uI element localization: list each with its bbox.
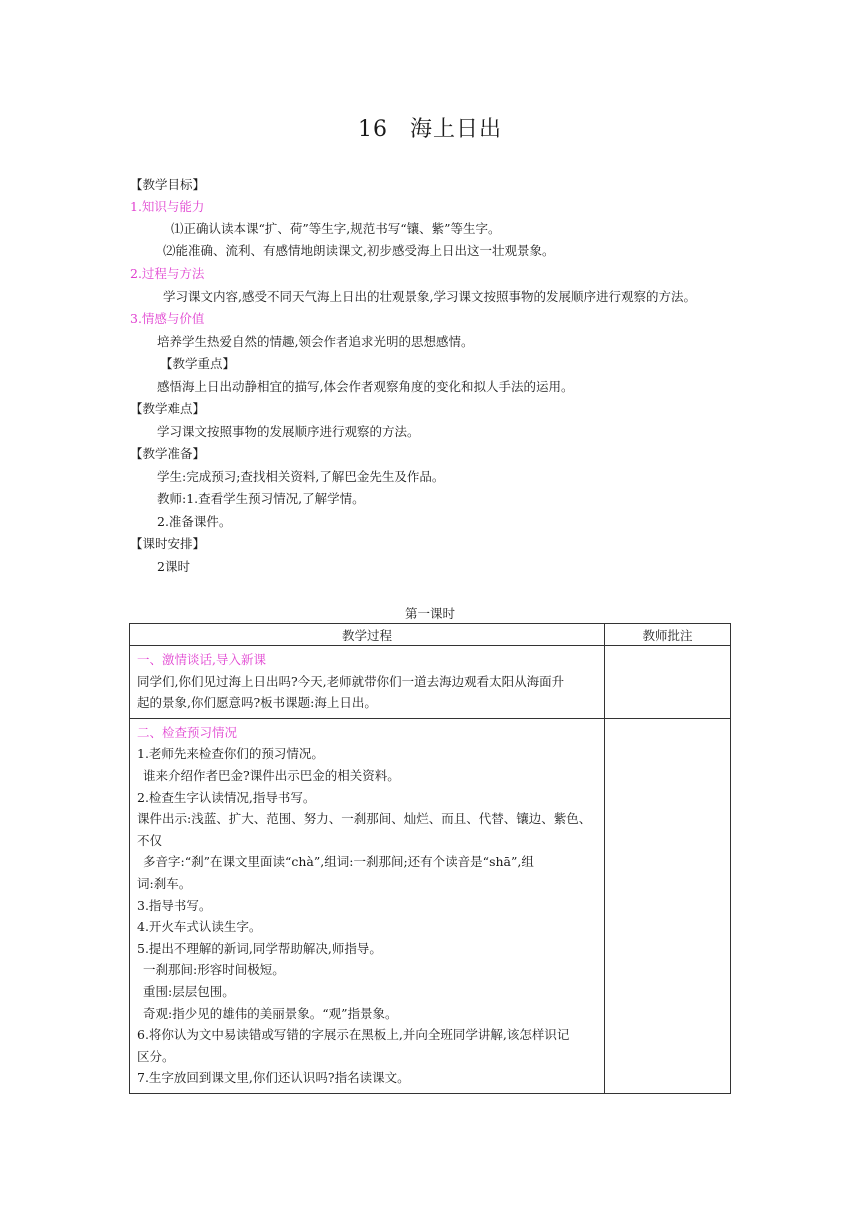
block2-line: 词:刹车。: [137, 875, 192, 891]
block2-line: 一刹那间:形容时间极短。: [143, 962, 285, 978]
block2-line: 6.将你认为文中易读错或写错的字展示在黑板上,并向全班同学讲解,该怎样识记: [137, 1027, 570, 1043]
block2-line: 奇观:指少见的雄伟的美丽景象。“观”指景象。: [143, 1005, 398, 1021]
schedule-heading: 【课时安排】: [130, 536, 206, 551]
goal3-text: 培养学生热爱自然的情趣,领会作者追求光明的思想感情。: [157, 334, 474, 349]
prep-teacher1: 教师:1.查看学生预习情况,了解学情。: [157, 491, 365, 506]
schedule-text: 2课时: [157, 559, 190, 574]
process-cell-2: [130, 718, 605, 1093]
lesson-number: 16: [357, 117, 388, 142]
session-title: 第一课时: [404, 606, 455, 621]
key-heading: 【教学重点】: [160, 356, 236, 371]
block1-heading: 一、激情谈话,导入新课: [137, 652, 266, 667]
block2-line: 区分。: [137, 1048, 175, 1064]
goal2-text: 学习课文内容,感受不同天气海上日出的壮观景象,学习课文按照事物的发展顺序进行观察的方法。: [163, 289, 696, 304]
block1-line: 起的景象,你们愿意吗?板书课题:海上日出。: [137, 695, 377, 711]
block2-line: 2.检查生字认读情况,指导书写。: [137, 789, 316, 805]
goal1-heading: 1.知识与能力: [130, 199, 205, 214]
block2-line: 课件出示:浅蓝、扩大、范围、努力、一刹那间、灿烂、而且、代替、镶边、紫色、: [137, 811, 592, 827]
block1-line: 同学们,你们见过海上日出吗?今天,老师就带你们一道去海边观看太阳从海面升: [137, 673, 565, 689]
difficulty-text: 学习课文按照事物的发展顺序进行观察的方法。: [157, 424, 420, 439]
lesson-table: [129, 623, 731, 1094]
goal3-heading: 3.情感与价值: [130, 311, 205, 326]
page-title: [0, 112, 860, 143]
block2-line: 不仅: [137, 832, 163, 848]
goal1-item1: ⑴正确认读本课“扩、荷”等生字,规范书写“镶、紫”等生字。: [171, 221, 501, 236]
prep-heading: 【教学准备】: [130, 446, 206, 461]
header-process: 教学过程: [130, 624, 605, 646]
block2-line: 重围:层层包围。: [143, 983, 235, 999]
block2-line: 3.指导书写。: [137, 897, 212, 913]
prep-student: 学生:完成预习;查找相关资料,了解巴金先生及作品。: [157, 469, 445, 484]
block2-heading: 二、检查预习情况: [137, 724, 238, 740]
lesson-title: 海上日出: [409, 117, 502, 142]
table-row: [130, 646, 731, 719]
goals-heading: 【教学目标】: [130, 177, 206, 192]
table-header-row: [130, 624, 731, 646]
block2-line: 1.老师先来检查你们的预习情况。: [137, 746, 324, 762]
notes-cell-1: [605, 646, 731, 719]
difficulty-heading: 【教学难点】: [130, 401, 206, 416]
header-notes: 教师批注: [605, 624, 731, 646]
goal2-heading: 2.过程与方法: [130, 266, 205, 281]
block2-line: 谁来介绍作者巴金?课件出示巴金的相关资料。: [143, 767, 400, 783]
table-row: [130, 718, 731, 1093]
block2-line: 4.开火车式认读生字。: [137, 919, 262, 935]
process-cell-1: [130, 646, 605, 719]
block2-line: 7.生字放回到课文里,你们还认识吗?指名读课文。: [137, 1070, 410, 1086]
key-text: 感悟海上日出动静相宜的描写,体会作者观察角度的变化和拟人手法的运用。: [157, 379, 574, 394]
goal1-item2: ⑵能准确、流利、有感情地朗读课文,初步感受海上日出这一壮观景象。: [163, 243, 555, 258]
prep-teacher2: 2.准备课件。: [157, 514, 232, 529]
notes-cell-2: [605, 718, 731, 1093]
block2-line: 多音字:“刹”在课文里面读“chà”,组词:一刹那间;还有个读音是“shā”,组: [143, 854, 534, 870]
block2-line: 5.提出不理解的新词,同学帮助解决,师指导。: [137, 940, 382, 956]
